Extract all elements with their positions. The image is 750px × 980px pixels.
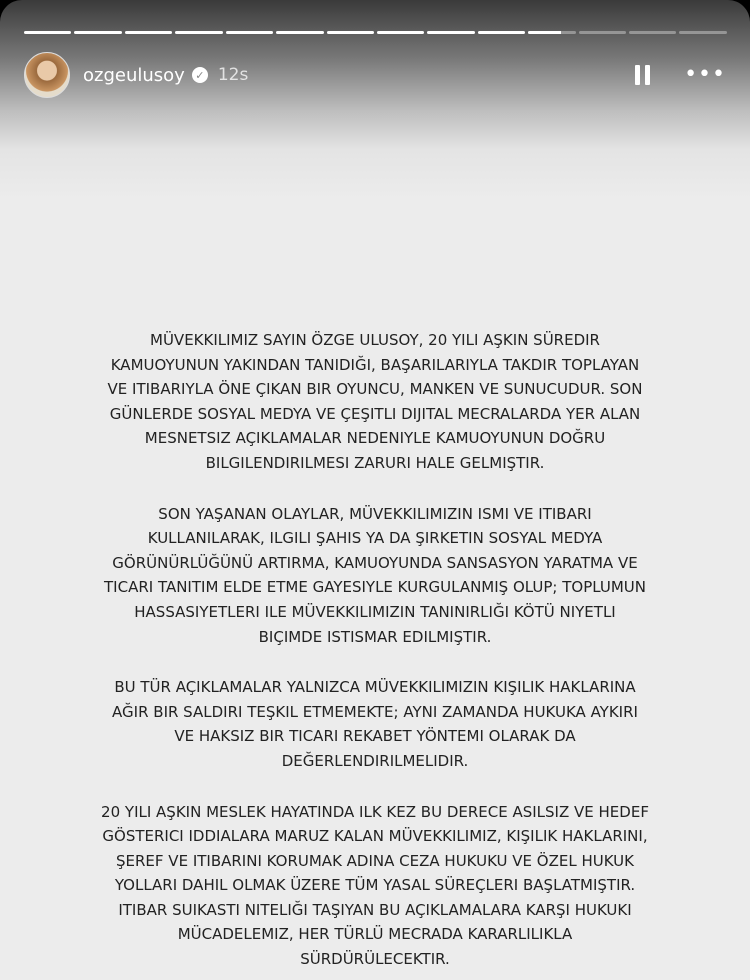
more-icon[interactable]: ••• — [684, 62, 726, 87]
progress-segment — [276, 31, 323, 34]
text-line: AĞIR BIR SALDIRI TEŞKIL ETMEMEKTE; AYNI ZAMANDA HUKUKA AYKIRI — [112, 702, 638, 721]
text-line: TICARI TANITIM ELDE ETME GAYESIYLE KURGULANMIŞ OLUP; TOPLUMUN — [104, 578, 646, 597]
progress-segment — [478, 31, 525, 34]
text-line: BILGILENDIRILMESI ZARURI HALE GELMIŞTIR. — [205, 453, 545, 472]
progress-segment — [226, 31, 273, 34]
text-line: GÜNLERDE SOSYAL MEDYA VE ÇEŞITLI DIJITAL MECRALARDA YER ALAN — [109, 404, 641, 423]
text-line: KAMUOYUNUN YAKINDAN TANIDIĞI, BAŞARILARIYLA TAKDIR TOPLAYAN — [110, 355, 640, 374]
paragraph — [0, 675, 750, 773]
paragraph — [0, 502, 750, 650]
progress-segment — [175, 31, 222, 34]
timestamp: 12s — [217, 65, 249, 85]
text-line: MÜVEKKILIMIZ SAYIN ÖZGE ULUSOY, 20 YILI AŞKIN SÜREDIR — [150, 331, 600, 349]
progress-segment — [125, 31, 172, 34]
story-progress-bar — [24, 31, 727, 34]
text-line: BU TÜR AÇIKLAMALAR YALNIZCA MÜVEKKILIMIZIN KIŞILIK HAKLARINA — [114, 678, 636, 697]
avatar[interactable] — [24, 52, 70, 98]
paragraph — [0, 800, 750, 972]
text-line: MÜCADELEMIZ, HER TÜRLÜ MECRADA KARARLILIKLA — [177, 925, 573, 944]
pause-icon[interactable] — [635, 65, 650, 85]
text-line: 20 YILI AŞKIN MESLEK HAYATINDA ILK KEZ BU DERECE ASILSIZ VE HEDEF — [101, 802, 649, 821]
text-line: MESNETSIZ AÇIKLAMALAR NEDENIYLE KAMUOYUNUN DOĞRU — [144, 429, 606, 448]
text-line: GÖSTERICI IDDIALARA MARUZ KALAN MÜVEKKILIMIZ, KIŞILIK HAKLARINI, — [102, 827, 648, 846]
progress-segment — [679, 31, 726, 34]
text-line: HASSASIYETLERI ILE MÜVEKKILIMIZIN TANINIRLIĞI KÖTÜ NIYETLI — [134, 602, 616, 621]
text-line: ITIBAR SUIKASTI NITELIĞI TAŞIYAN BU AÇIKLAMALARA KARŞI HUKUKI — [118, 900, 632, 919]
text-line: GÖRÜNÜRLÜĞÜNÜ ARTIRMA, KAMUOYUNDA SANSASYON YARATMA VE — [112, 553, 638, 572]
progress-segment — [74, 31, 121, 34]
text-line: ŞEREF VE ITIBARINI KORUMAK ADINA CEZA HUKUKU VE ÖZEL HUKUK — [116, 851, 634, 870]
progress-segment — [327, 31, 374, 34]
text-line: VE ITIBARIYLA ÖNE ÇIKAN BIR OYUNCU, MANKEN VE SUNUCUDUR. SON — [107, 380, 643, 399]
story-header — [24, 52, 726, 98]
progress-segment — [377, 31, 424, 34]
text-line: SON YAŞANAN OLAYLAR, MÜVEKKILIMIZIN ISMI VE ITIBARI — [158, 504, 592, 523]
paragraph — [0, 328, 750, 476]
verified-badge-icon: ✓ — [192, 67, 208, 83]
text-line: SÜRDÜRÜLECEKTIR. — [300, 950, 450, 969]
progress-segment — [579, 31, 626, 34]
progress-segment — [629, 31, 676, 34]
progress-segment — [528, 31, 575, 34]
text-line: YOLLARI DAHIL OLMAK ÜZERE TÜM YASAL SÜREÇLERI BAŞLATMIŞTIR. — [114, 876, 636, 895]
username[interactable]: ozgeulusoy — [83, 64, 185, 86]
text-line: BIÇIMDE ISTISMAR EDILMIŞTIR. — [258, 627, 492, 646]
text-line: DEĞERLENDIRILMELIDIR. — [281, 751, 469, 770]
progress-segment — [24, 31, 71, 34]
text-line: VE HAKSIZ BIR TICARI REKABET YÖNTEMI OLARAK DA — [174, 727, 576, 746]
progress-segment — [427, 31, 474, 34]
text-line: KULLANILARAK, ILGILI ŞAHIS YA DA ŞIRKETIN SOSYAL MEDYA — [147, 529, 603, 548]
